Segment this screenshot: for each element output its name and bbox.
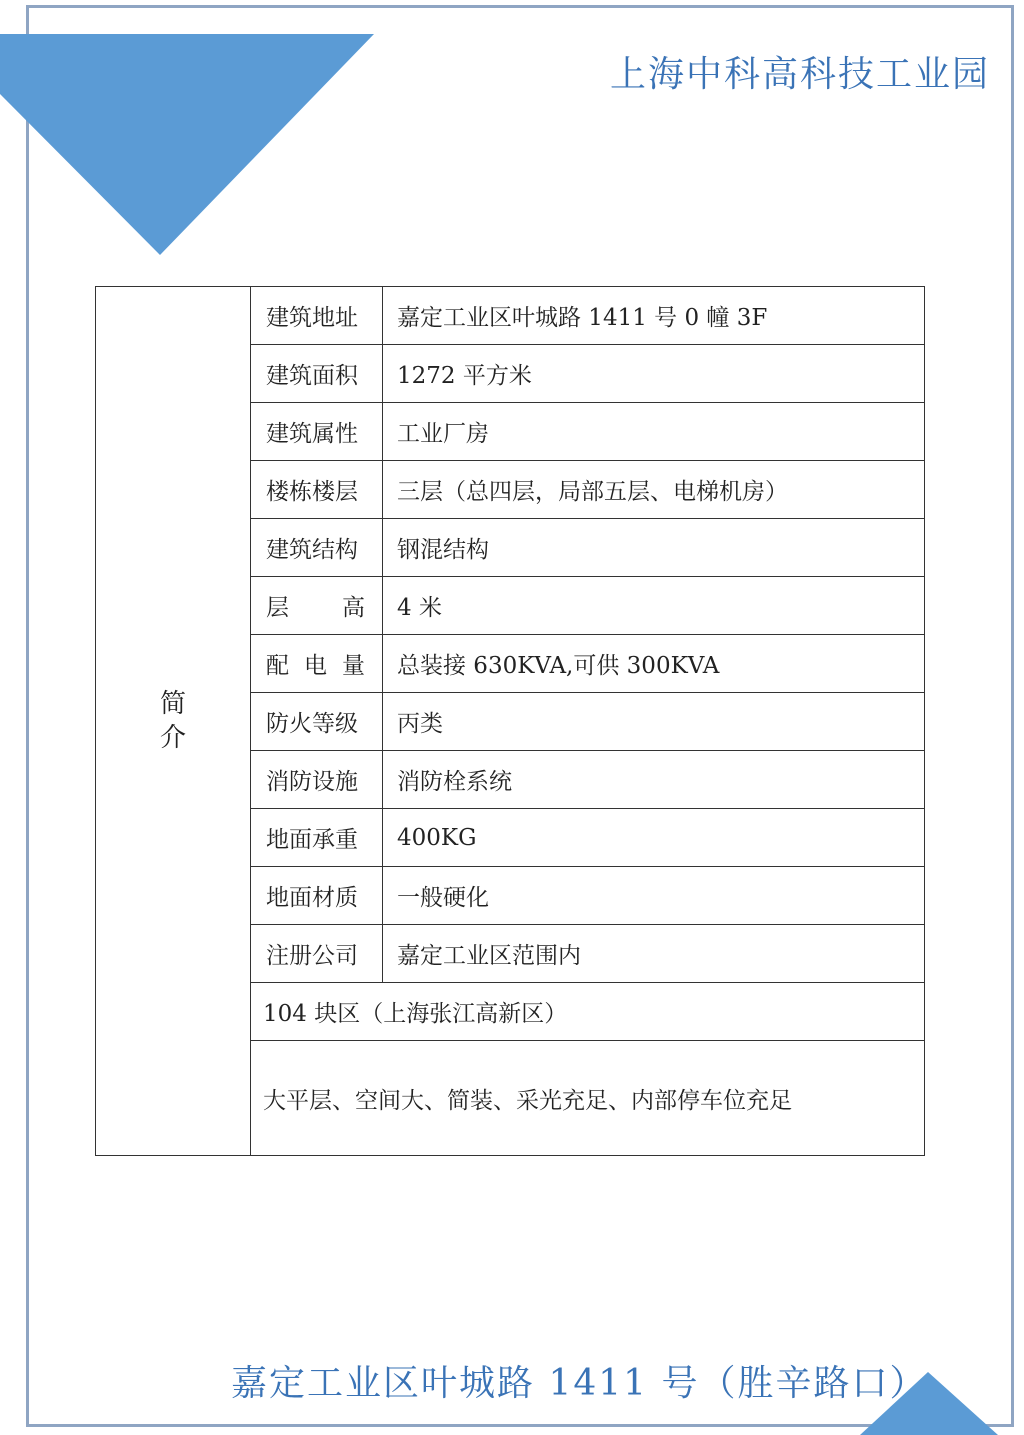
label-char: 电 bbox=[304, 653, 327, 679]
label-char: 层 bbox=[266, 595, 289, 621]
table-row bbox=[96, 287, 925, 345]
label-char: 高 bbox=[342, 595, 365, 621]
building-info-table bbox=[95, 286, 925, 1156]
row-label: 消防设施 bbox=[251, 751, 383, 809]
row-label: 地面材质 bbox=[251, 867, 383, 925]
row-label: 建筑地址 bbox=[251, 287, 383, 345]
row-value: 400KG bbox=[383, 809, 925, 867]
row-value: 三层（总四层，局部五层、电梯机房） bbox=[383, 461, 925, 519]
row-value: 总装接 630KVA,可供 300KVA bbox=[383, 635, 925, 693]
row-label: 注册公司 bbox=[251, 925, 383, 983]
label-char: 配 bbox=[266, 653, 289, 679]
row-value: 丙类 bbox=[383, 693, 925, 751]
row-label: 建筑属性 bbox=[251, 403, 383, 461]
features-value: 大平层、空间大、简装、采光充足、内部停车位充足 bbox=[251, 1041, 925, 1156]
row-label bbox=[266, 589, 365, 622]
header-title: 上海中科高科技工业园 bbox=[609, 54, 990, 95]
side-label-cell bbox=[96, 287, 251, 1156]
row-value: 1272 平方米 bbox=[383, 345, 925, 403]
row-value: 工业厂房 bbox=[383, 403, 925, 461]
block-area-value: 104 块区（上海张江高新区） bbox=[251, 983, 925, 1041]
top-left-triangle-decoration bbox=[0, 0, 380, 260]
row-label-cell bbox=[251, 577, 383, 635]
row-label bbox=[266, 647, 365, 680]
row-label: 防火等级 bbox=[251, 693, 383, 751]
row-value: 消防栓系统 bbox=[383, 751, 925, 809]
footer-address: 嘉定工业区叶城路 1411 号（胜辛路口） bbox=[231, 1363, 928, 1404]
row-label: 地面承重 bbox=[251, 809, 383, 867]
side-label: 简介 bbox=[159, 689, 186, 753]
row-value: 钢混结构 bbox=[383, 519, 925, 577]
row-value: 嘉定工业区范围内 bbox=[383, 925, 925, 983]
row-label: 建筑面积 bbox=[251, 345, 383, 403]
row-label: 楼栋楼层 bbox=[251, 461, 383, 519]
label-char: 量 bbox=[342, 653, 365, 679]
row-value: 4 米 bbox=[383, 577, 925, 635]
row-value: 嘉定工业区叶城路 1411 号 0 幢 3F bbox=[383, 287, 925, 345]
row-value: 一般硬化 bbox=[383, 867, 925, 925]
row-label-cell bbox=[251, 635, 383, 693]
row-label: 建筑结构 bbox=[251, 519, 383, 577]
